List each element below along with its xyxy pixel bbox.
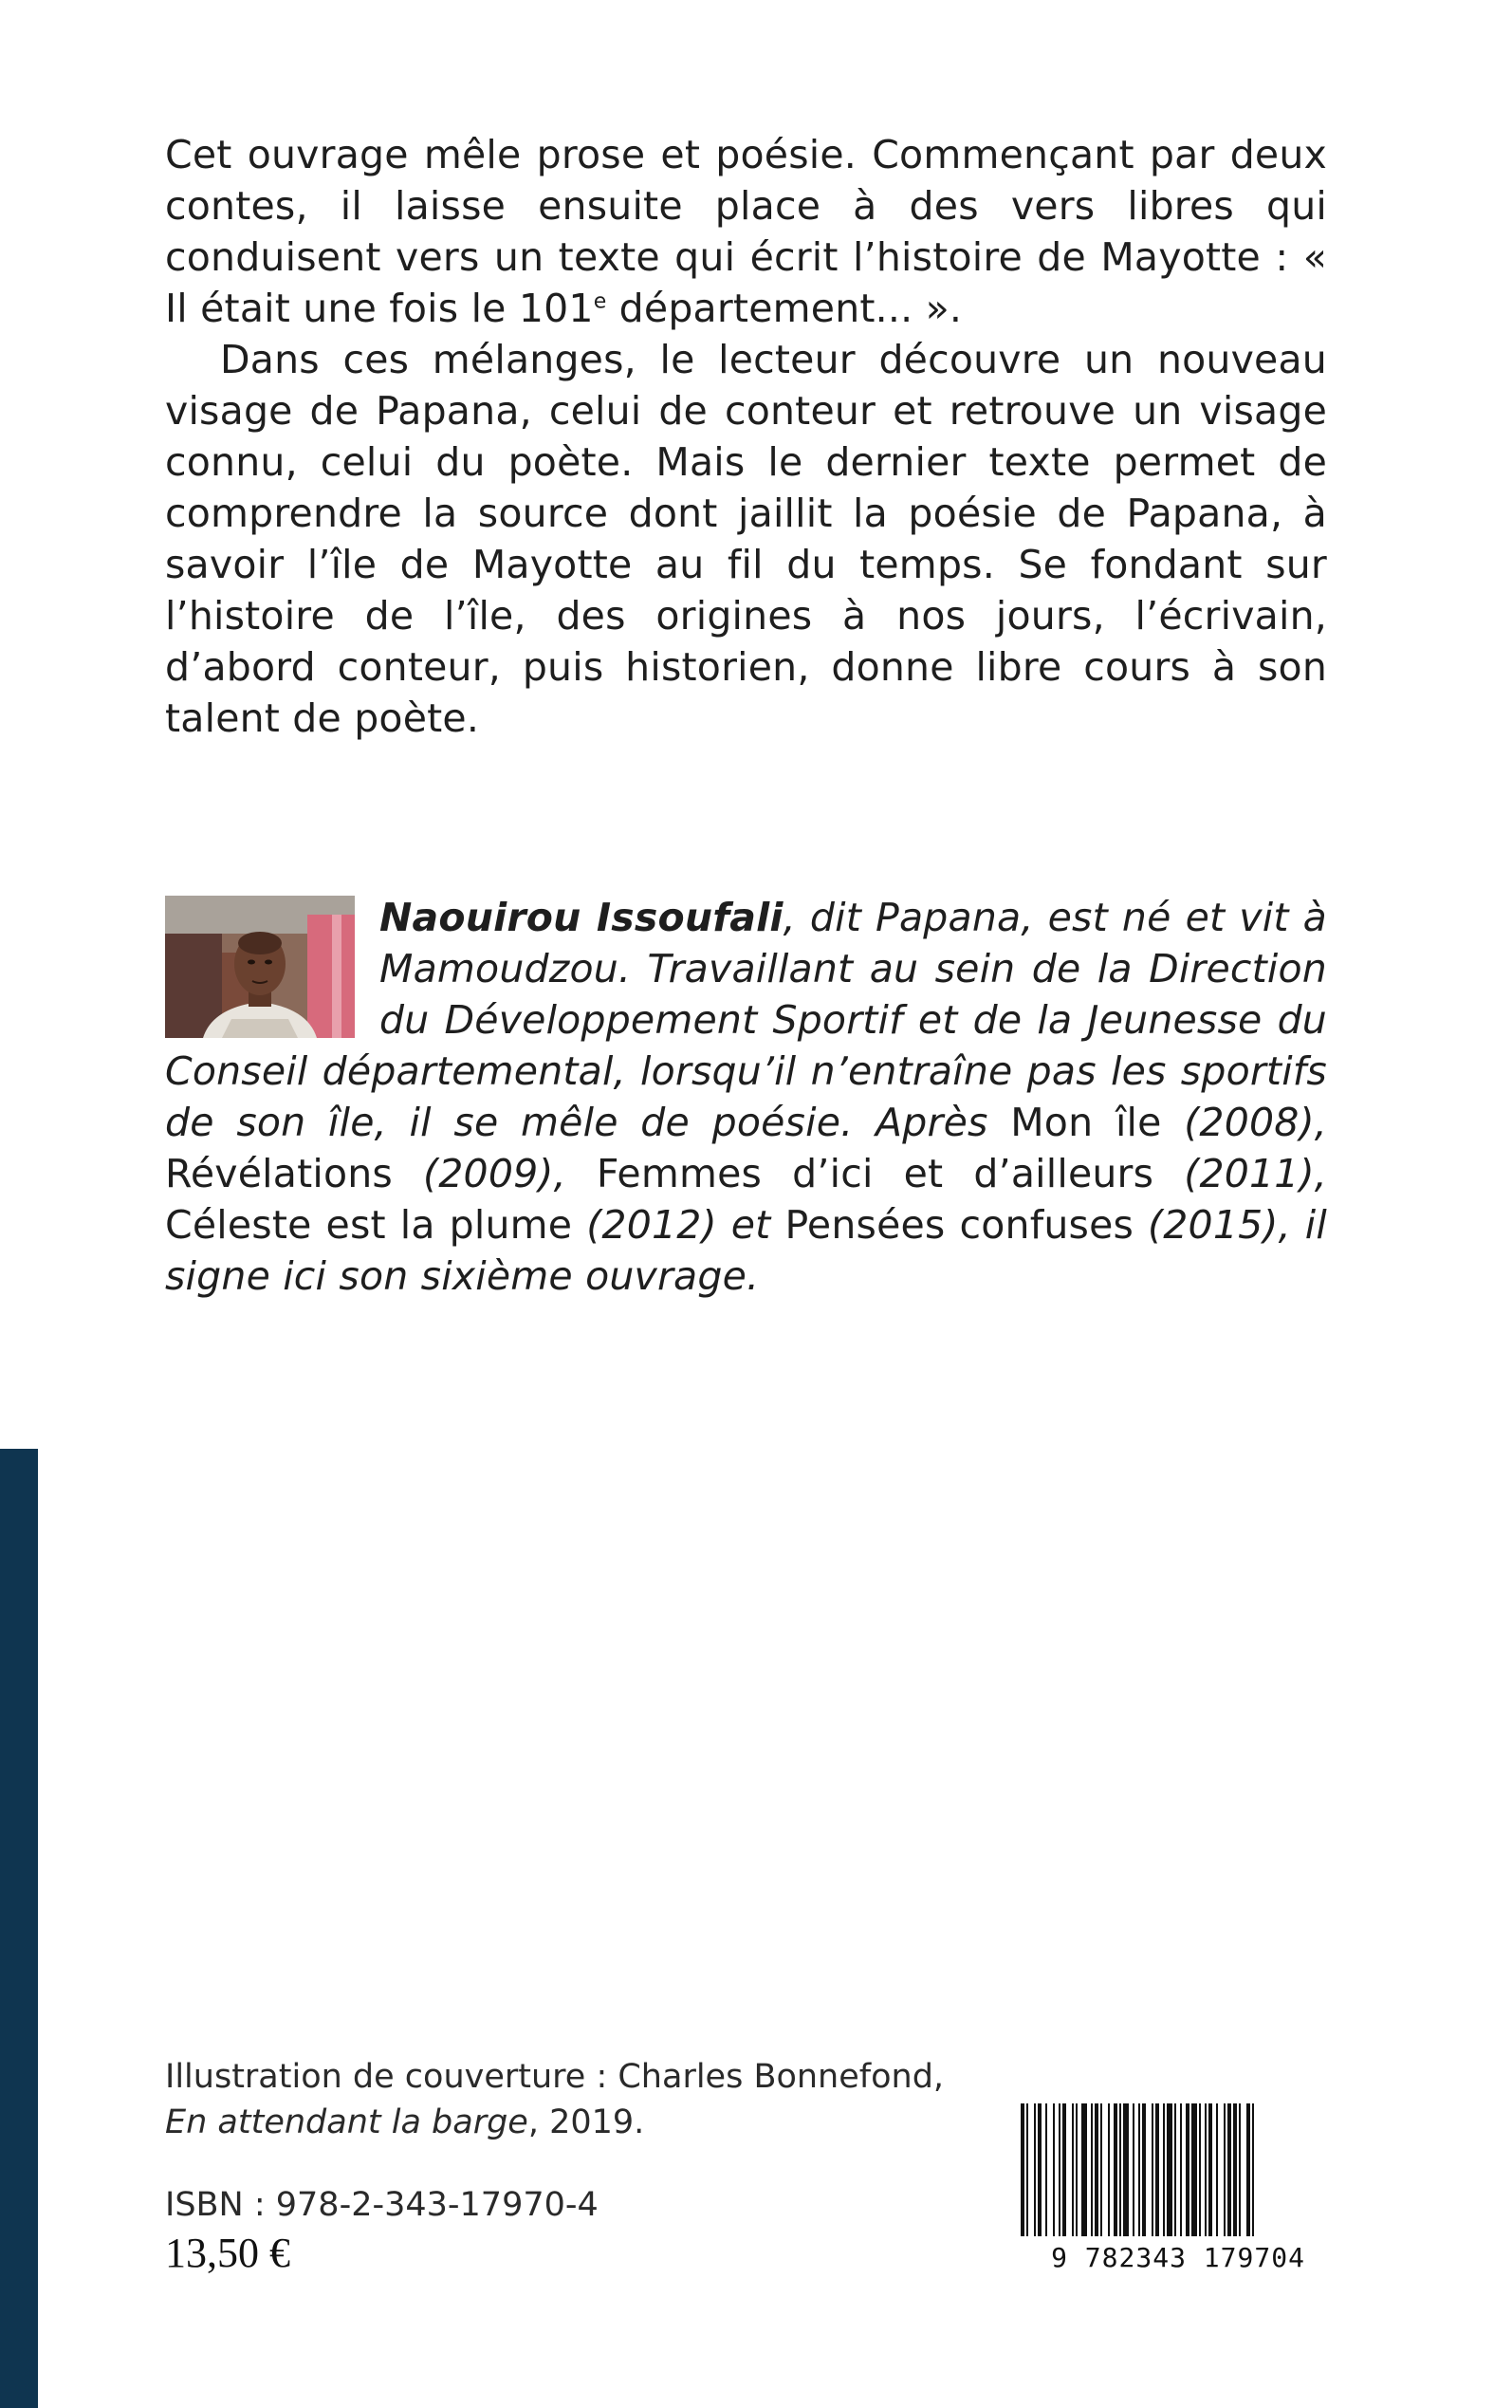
barcode-bar bbox=[1239, 2103, 1241, 2236]
barcode-bar bbox=[1076, 2103, 1078, 2236]
barcode-bar bbox=[1133, 2103, 1134, 2236]
barcode-bar bbox=[1062, 2103, 1066, 2236]
barcode-bar bbox=[1142, 2103, 1146, 2236]
barcode-bar bbox=[1123, 2103, 1129, 2236]
barcode-bar bbox=[1108, 2103, 1110, 2236]
book-title-2: Révélations bbox=[165, 1151, 393, 1196]
barcode-bar bbox=[1186, 2103, 1189, 2236]
barcode-bar bbox=[1163, 2103, 1165, 2236]
barcode-bar bbox=[1233, 2103, 1237, 2236]
barcode-bar bbox=[1155, 2103, 1159, 2236]
bio-year-5: (2015), il signe ici son sixième ouvrage. bbox=[165, 1202, 1327, 1299]
artwork-year: , 2019. bbox=[527, 2103, 645, 2141]
barcode-bar bbox=[1199, 2103, 1201, 2236]
back-cover-summary bbox=[165, 129, 1327, 744]
summary-superscript: e bbox=[593, 289, 607, 314]
credits-line-2 bbox=[165, 2100, 944, 2145]
barcode-bar bbox=[1246, 2103, 1250, 2236]
barcode-bar bbox=[1227, 2103, 1231, 2236]
barcode-bar bbox=[1205, 2103, 1207, 2236]
bio-year-1: (2008), bbox=[1161, 1100, 1327, 1145]
book-title-5: Pensées confuses bbox=[784, 1202, 1134, 1248]
cover-credits bbox=[165, 2054, 944, 2145]
barcode-bar bbox=[1174, 2103, 1176, 2236]
barcode-bar bbox=[1191, 2103, 1197, 2236]
barcode-bar bbox=[1208, 2103, 1212, 2236]
barcode-bar bbox=[1091, 2103, 1093, 2236]
barcode-bar bbox=[1167, 2103, 1172, 2236]
credits-line-1: Illustration de couverture : Charles Bonnefond, bbox=[165, 2058, 945, 2096]
summary-paragraph-1 bbox=[165, 129, 1327, 334]
barcode-digits: 9 782343 179704 bbox=[1051, 2242, 1305, 2272]
summary-paragraph-2: Dans ces mélanges, le lecteur découvre un nouveau visage de Papana, celui de conteur et retrouve un visage connu, celui du poète. Mais le dernier texte permet de comprendre la source dont jaillit la poésie de Papana, à savoir l’île de Mayotte au fil du temps. Se fondant sur l’histoire de l’île, des origines à nos jours, l’écrivain, d’abord conteur, puis historien, donne libre cours à son talent de poète. bbox=[165, 337, 1327, 741]
book-title-1: Mon île bbox=[1010, 1100, 1162, 1145]
barcode-bar bbox=[1252, 2103, 1254, 2236]
barcode-bar bbox=[1152, 2103, 1153, 2236]
bio-text-1: , dit Papana, est né et vit à Mamoudzou. Travaillant au sein de la Direction du Développement Sportif et de la Jeunesse du Conseil départemental, lorsqu’il n’entraîne pas les sportifs de son île, il se mêle de poésie. Après bbox=[165, 895, 1327, 1145]
book-title-3: Femmes d’ici et d’ailleurs bbox=[596, 1151, 1154, 1196]
author-bio bbox=[165, 892, 1327, 1302]
summary-p1-end: département... ». bbox=[606, 286, 963, 331]
barcode-bar bbox=[1034, 2103, 1036, 2236]
barcode-bar bbox=[1095, 2103, 1098, 2236]
artwork-title: En attendant la barge bbox=[165, 2103, 528, 2141]
barcode-bar bbox=[1059, 2103, 1060, 2236]
barcode-bar bbox=[1045, 2103, 1047, 2236]
barcode-bar bbox=[1114, 2103, 1117, 2236]
barcode bbox=[1017, 2102, 1339, 2272]
barcode-bar bbox=[1072, 2103, 1074, 2236]
spine-color-bar bbox=[0, 1449, 38, 2408]
barcode-bar bbox=[1138, 2103, 1140, 2236]
bio-year-3: (2011), bbox=[1153, 1151, 1328, 1196]
barcode-bar bbox=[1026, 2103, 1028, 2236]
bio-year-4: (2012) et bbox=[572, 1202, 785, 1248]
barcode-bar bbox=[1053, 2103, 1055, 2236]
author-name: Naouirou Issoufali bbox=[379, 895, 784, 940]
book-title-4: Céleste est la plume bbox=[165, 1202, 573, 1248]
barcode-bar bbox=[1224, 2103, 1226, 2236]
summary-p1-text: Cet ouvrage mêle prose et poésie. Commençant par deux contes, il laisse ensuite place à des vers libres qui conduisent vers un texte qui écrit l’histoire de Mayotte : « Il était une fois le 101 bbox=[165, 132, 1327, 331]
barcode-bar bbox=[1119, 2103, 1121, 2236]
isbn: ISBN : 978-2-343-17970-4 bbox=[165, 2186, 599, 2224]
barcode-bar bbox=[1180, 2103, 1182, 2236]
barcode-bar bbox=[1038, 2103, 1042, 2236]
bio-year-2: (2009), bbox=[392, 1151, 597, 1196]
barcode-bar bbox=[1100, 2103, 1102, 2236]
author-photo bbox=[165, 896, 355, 1038]
barcode-bar bbox=[1021, 2103, 1024, 2236]
barcode-bar bbox=[1216, 2103, 1218, 2236]
price: 13,50 € bbox=[165, 2230, 290, 2276]
barcode-bar bbox=[1081, 2103, 1087, 2236]
